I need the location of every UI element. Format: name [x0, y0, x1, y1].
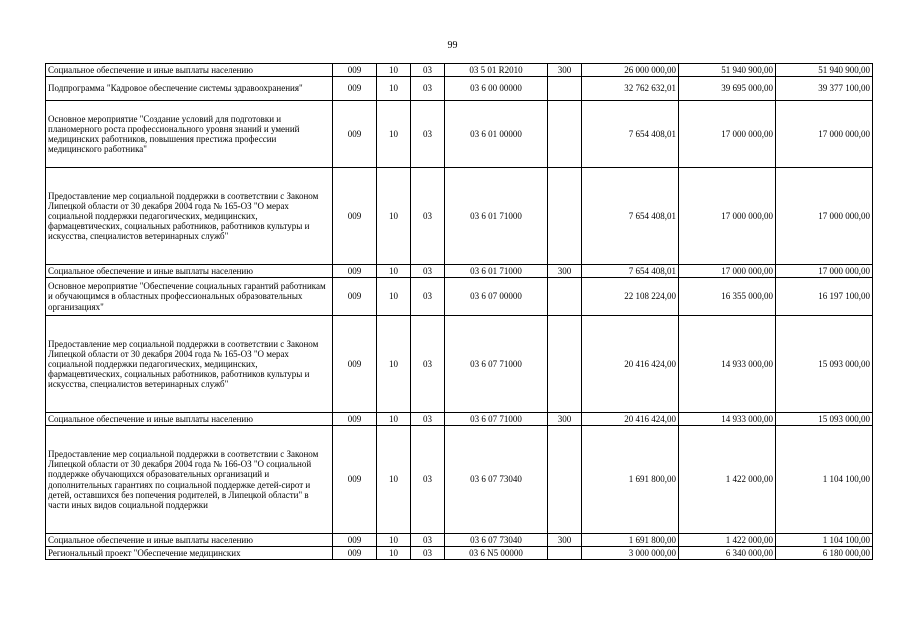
- row-name: Социальное обеспечение и иные выплаты населению: [46, 413, 333, 426]
- table-row: [46, 101, 873, 168]
- page-number: 99: [447, 40, 458, 51]
- section-code: 10: [377, 547, 411, 560]
- ministry-code: 009: [333, 278, 377, 316]
- amount-year-3: 17 000 000,00: [776, 168, 873, 265]
- target-article-code: 03 6 01 71000: [445, 168, 548, 265]
- amount-year-3: 16 197 100,00: [776, 278, 873, 316]
- target-article-code: 03 6 01 00000: [445, 101, 548, 168]
- amount-year-2: 1 422 000,00: [679, 426, 776, 534]
- amount-year-3: 1 104 100,00: [776, 426, 873, 534]
- section-code: 10: [377, 265, 411, 278]
- section-code: 10: [377, 64, 411, 77]
- target-article-code: 03 6 07 73040: [445, 426, 548, 534]
- row-name: Социальное обеспечение и иные выплаты населению: [46, 265, 333, 278]
- ministry-code: 009: [333, 413, 377, 426]
- amount-year-2: 14 933 000,00: [679, 316, 776, 413]
- subsection-code: 03: [411, 426, 445, 534]
- amount-year-2: 16 355 000,00: [679, 278, 776, 316]
- amount-year-2: 1 422 000,00: [679, 534, 776, 547]
- amount-year-3: 51 940 900,00: [776, 64, 873, 77]
- amount-year-1: 3 000 000,00: [582, 547, 679, 560]
- row-name: Социальное обеспечение и иные выплаты населению: [46, 64, 333, 77]
- subsection-code: 03: [411, 547, 445, 560]
- amount-year-3: 17 000 000,00: [776, 101, 873, 168]
- subsection-code: 03: [411, 265, 445, 278]
- expense-type-code: [548, 547, 582, 560]
- section-code: 10: [377, 534, 411, 547]
- table-row: [46, 547, 873, 560]
- amount-year-2: 6 340 000,00: [679, 547, 776, 560]
- row-name: Предоставление мер социальной поддержки в соответствии с Законом Липецкой области от 30 декабря 2004 года № 165-ОЗ "О мерах социальной поддержки педагогических, медицинских, фармацевтических, социальных работников, работников культуры и искусства, специалистов ветеринарных служб": [46, 168, 333, 265]
- amount-year-3: 6 180 000,00: [776, 547, 873, 560]
- table-row: [46, 534, 873, 547]
- amount-year-3: 17 000 000,00: [776, 265, 873, 278]
- amount-year-1: 32 762 632,01: [582, 77, 679, 101]
- amount-year-1: 22 108 224,00: [582, 278, 679, 316]
- amount-year-1: 7 654 408,01: [582, 101, 679, 168]
- target-article-code: 03 6 07 00000: [445, 278, 548, 316]
- subsection-code: 03: [411, 77, 445, 101]
- table-row: [46, 265, 873, 278]
- row-name: Региональный проект "Обеспечение медицинских: [46, 547, 333, 560]
- target-article-code: 03 5 01 R2010: [445, 64, 548, 77]
- table-row: [46, 168, 873, 265]
- amount-year-1: 7 654 408,01: [582, 265, 679, 278]
- expense-type-code: 300: [548, 265, 582, 278]
- subsection-code: 03: [411, 64, 445, 77]
- amount-year-2: 17 000 000,00: [679, 265, 776, 278]
- row-name: Основное мероприятие "Создание условий для подготовки и планомерного роста профессионального уровня знаний и умений медицинских работников, повышения престижа профессии медицинского работника": [46, 101, 333, 168]
- expense-type-code: [548, 168, 582, 265]
- target-article-code: 03 6 07 71000: [445, 316, 548, 413]
- amount-year-2: 51 940 900,00: [679, 64, 776, 77]
- row-name: Социальное обеспечение и иные выплаты населению: [46, 534, 333, 547]
- amount-year-3: 1 104 100,00: [776, 534, 873, 547]
- expense-type-code: [548, 77, 582, 101]
- amount-year-2: 39 695 000,00: [679, 77, 776, 101]
- ministry-code: 009: [333, 168, 377, 265]
- row-name: Подпрограмма "Кадровое обеспечение системы здравоохранения": [46, 77, 333, 101]
- section-code: 10: [377, 413, 411, 426]
- expense-type-code: 300: [548, 64, 582, 77]
- ministry-code: 009: [333, 101, 377, 168]
- ministry-code: 009: [333, 64, 377, 77]
- subsection-code: 03: [411, 534, 445, 547]
- subsection-code: 03: [411, 278, 445, 316]
- subsection-code: 03: [411, 168, 445, 265]
- expense-type-code: [548, 278, 582, 316]
- expense-type-code: [548, 316, 582, 413]
- table-row: [46, 278, 873, 316]
- amount-year-1: 1 691 800,00: [582, 426, 679, 534]
- section-code: 10: [377, 316, 411, 413]
- amount-year-3: 39 377 100,00: [776, 77, 873, 101]
- amount-year-2: 17 000 000,00: [679, 101, 776, 168]
- amount-year-3: 15 093 000,00: [776, 316, 873, 413]
- section-code: 10: [377, 278, 411, 316]
- section-code: 10: [377, 101, 411, 168]
- budget-table: [45, 63, 873, 560]
- amount-year-1: 7 654 408,01: [582, 168, 679, 265]
- table-row: [46, 64, 873, 77]
- row-name: Предоставление мер социальной поддержки в соответствии с Законом Липецкой области от 30 декабря 2004 года № 165-ОЗ "О мерах социальной поддержки педагогических, медицинских, фармацевтических, социальных работников, работников культуры и искусства, специалистов ветеринарных служб": [46, 316, 333, 413]
- section-code: 10: [377, 77, 411, 101]
- ministry-code: 009: [333, 547, 377, 560]
- row-name: Основное мероприятие "Обеспечение социальных гарантий работникам и обучающимся в областных профессиональных образовательных организациях": [46, 278, 333, 316]
- expense-type-code: 300: [548, 534, 582, 547]
- target-article-code: 03 6 07 73040: [445, 534, 548, 547]
- ministry-code: 009: [333, 77, 377, 101]
- amount-year-1: 1 691 800,00: [582, 534, 679, 547]
- amount-year-2: 17 000 000,00: [679, 168, 776, 265]
- table-body: [46, 64, 873, 560]
- target-article-code: 03 6 N5 00000: [445, 547, 548, 560]
- expense-type-code: [548, 426, 582, 534]
- amount-year-1: 20 416 424,00: [582, 316, 679, 413]
- expense-type-code: [548, 101, 582, 168]
- target-article-code: 03 6 07 71000: [445, 413, 548, 426]
- table-row: [46, 413, 873, 426]
- ministry-code: 009: [333, 265, 377, 278]
- subsection-code: 03: [411, 316, 445, 413]
- ministry-code: 009: [333, 426, 377, 534]
- ministry-code: 009: [333, 534, 377, 547]
- subsection-code: 03: [411, 413, 445, 426]
- expense-type-code: 300: [548, 413, 582, 426]
- table-row: [46, 316, 873, 413]
- amount-year-2: 14 933 000,00: [679, 413, 776, 426]
- subsection-code: 03: [411, 101, 445, 168]
- amount-year-1: 20 416 424,00: [582, 413, 679, 426]
- table-row: [46, 426, 873, 534]
- target-article-code: 03 6 01 71000: [445, 265, 548, 278]
- section-code: 10: [377, 168, 411, 265]
- row-name: Предоставление мер социальной поддержки в соответствии с Законом Липецкой области от 30 декабря 2004 года № 166-ОЗ "О социальной поддержке обучающихся образовательных организаций и дополнительных гарантиях по социальной поддержке детей-сирот и детей, оставшихся без попечения родителей, в Липецкой области" в части иных видов социальной поддержки: [46, 426, 333, 534]
- section-code: 10: [377, 426, 411, 534]
- amount-year-3: 15 093 000,00: [776, 413, 873, 426]
- target-article-code: 03 6 00 00000: [445, 77, 548, 101]
- amount-year-1: 26 000 000,00: [582, 64, 679, 77]
- table-row: [46, 77, 873, 101]
- ministry-code: 009: [333, 316, 377, 413]
